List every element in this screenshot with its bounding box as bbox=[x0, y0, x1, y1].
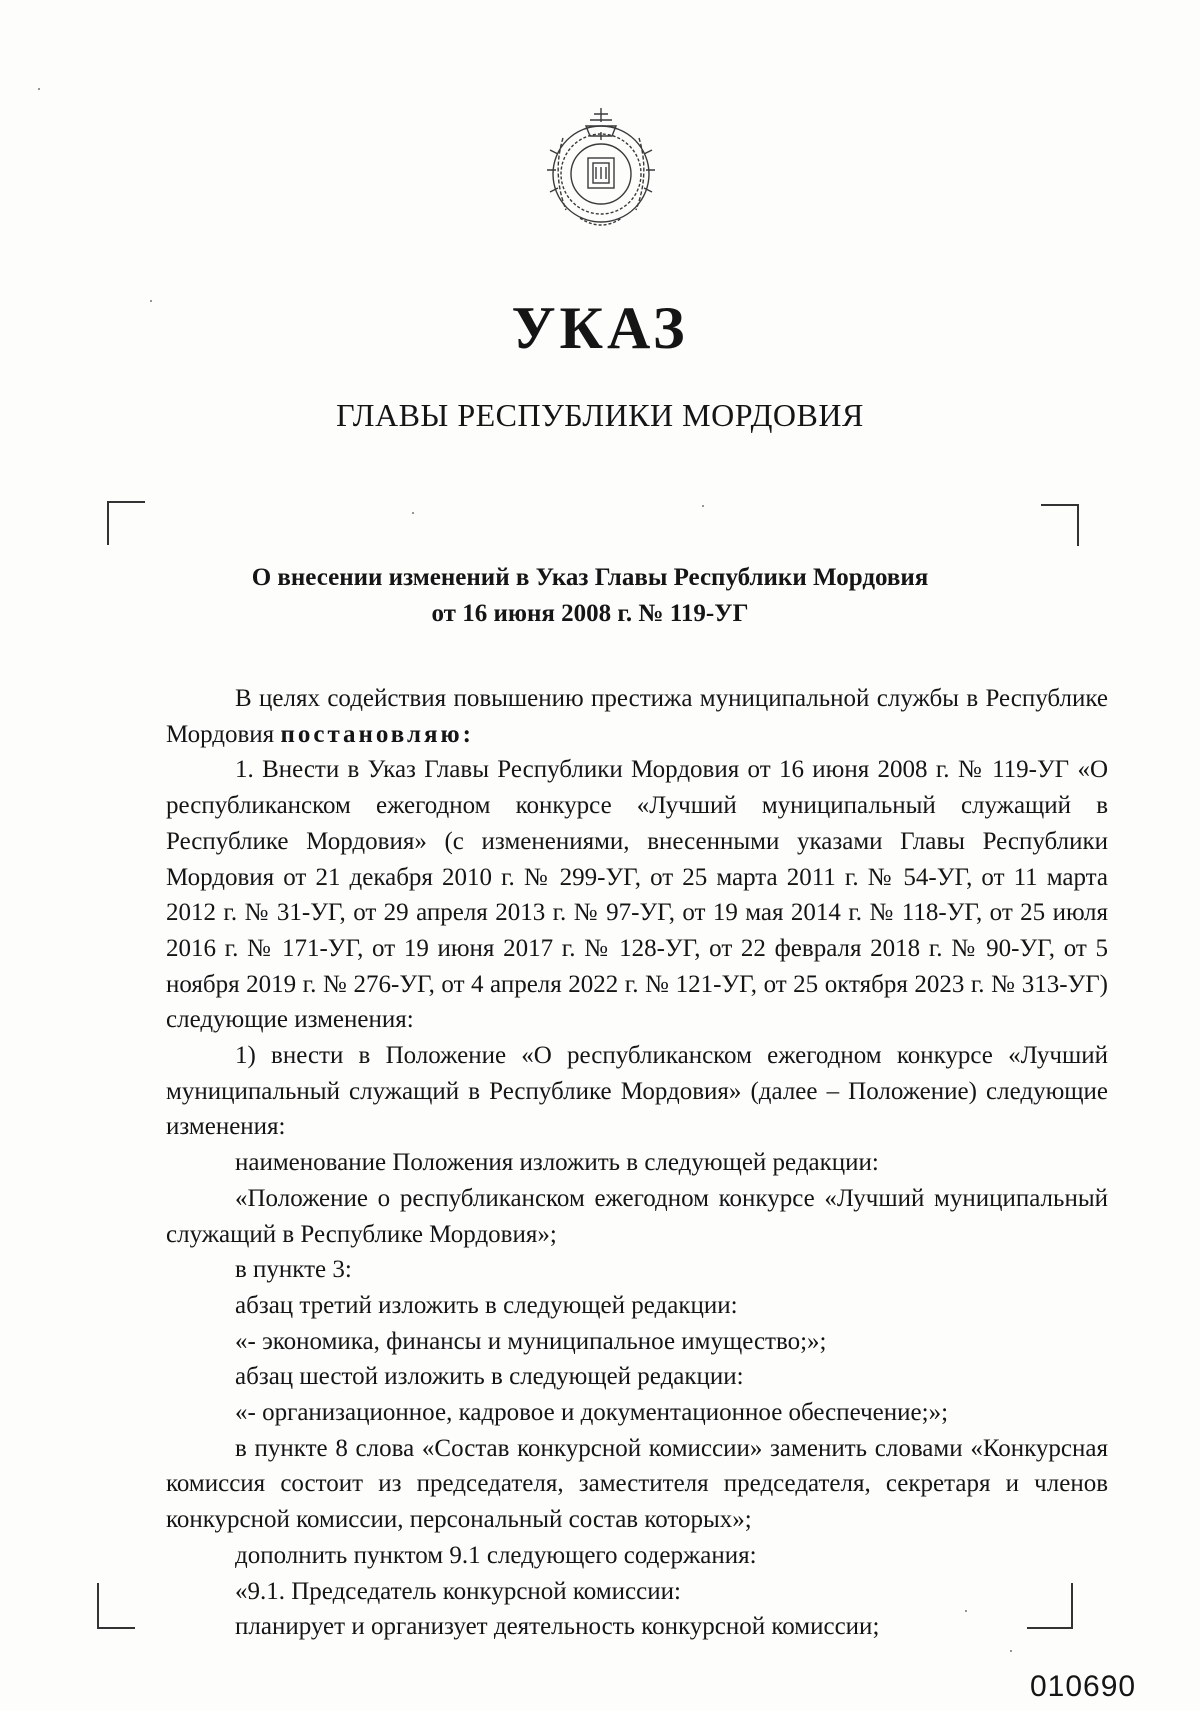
paragraph-text: абзац третий изложить в следующей редакции: bbox=[235, 1291, 738, 1319]
scan-speck bbox=[1010, 1650, 1012, 1652]
intro-emphasis: постановляю: bbox=[280, 720, 474, 748]
document-subtitle: ГЛАВЫ РЕСПУБЛИКИ МОРДОВИЯ bbox=[336, 397, 864, 433]
document-title: УКАЗ bbox=[511, 295, 689, 361]
paragraph-subitem-1: 1) внести в Положение «О республиканском ежегодном конкурсе «Лучший муниципальный служащий в Республике Мордовия» (далее – Положение) следующие изменения: bbox=[166, 1042, 1108, 1141]
paragraph-text: в пункте 8 слова «Состав конкурсной комиссии» заменить словами «Конкурсная комиссия состоит из председателя, заместителя председателя, секретаря и членов конкурсной комиссии, персональный состав которых»; bbox=[166, 1434, 1108, 1534]
scan-speck bbox=[38, 88, 40, 90]
paragraph-text: наименование Положения изложить в следующей редакции: bbox=[235, 1149, 879, 1177]
scan-speck bbox=[412, 512, 414, 514]
decree-heading bbox=[160, 560, 1020, 632]
intro-paragraph bbox=[166, 681, 1108, 752]
serial-number: 010690 bbox=[1030, 1670, 1137, 1703]
paragraph-text: «- экономика, финансы и муниципальное имущество;»; bbox=[235, 1327, 827, 1355]
paragraph-text: «9.1. Председатель конкурсной комиссии: bbox=[235, 1577, 681, 1605]
heading-line-1: О внесении изменений в Указ Главы Республики Мордовия bbox=[251, 564, 929, 591]
intro-text: В целях содействия повышению престижа муниципальной службы в Республике Мордовия bbox=[166, 685, 1108, 748]
paragraph-item-1: 1. Внести в Указ Главы Республики Мордовия от 16 июня 2008 г. № 119-УГ «О республиканском ежегодном конкурсе «Лучший муниципальный служащий в Республике Мордовия» (с изменениями, внесенными указами Главы Республики Мордовия от 21 декабря 2010 г. № 299-УГ, от 25 марта 2011 г. № 54-УГ, от 11 марта 2012 г. № 31-УГ, от 29 апреля 2013 г. № 97-УГ, от 19 мая 2014 г. № 118-УГ, от 25 июля 2016 г. № 171-УГ, от 19 июня 2017 г. № 128-УГ, от 22 февраля 2018 г. № 90-УГ, от 5 ноября 2019 г. № 276-УГ, от 4 апреля 2022 г. № 121-УГ, от 25 октября 2023 г. № 313-УГ) следующие изменения: bbox=[166, 756, 1108, 1034]
decree-body bbox=[166, 681, 1108, 1645]
scan-speck bbox=[965, 1610, 967, 1612]
paragraph-text: в пункте 3: bbox=[235, 1256, 352, 1284]
corner-mark-top-left bbox=[107, 501, 145, 545]
paragraph-text: дополнить пунктом 9.1 следующего содержания: bbox=[235, 1541, 757, 1569]
paragraph-text: «Положение о республиканском ежегодном конкурсе «Лучший муниципальный служащий в Республике Мордовия»; bbox=[166, 1184, 1108, 1248]
heading-line-2: от 16 июня 2008 г. № 119-УГ bbox=[431, 600, 749, 627]
paragraph-text: абзац шестой изложить в следующей редакции: bbox=[235, 1363, 744, 1391]
paragraph-text: планирует и организует деятельность конкурсной комиссии; bbox=[235, 1613, 880, 1641]
scan-speck bbox=[150, 300, 152, 302]
coat-of-arms-emblem bbox=[530, 98, 672, 240]
corner-mark-top-right bbox=[1041, 504, 1079, 546]
corner-mark-bottom-left bbox=[97, 1583, 135, 1629]
scan-speck bbox=[702, 505, 704, 507]
paragraph-text: «- организационное, кадровое и документационное обеспечение;»; bbox=[235, 1399, 949, 1427]
